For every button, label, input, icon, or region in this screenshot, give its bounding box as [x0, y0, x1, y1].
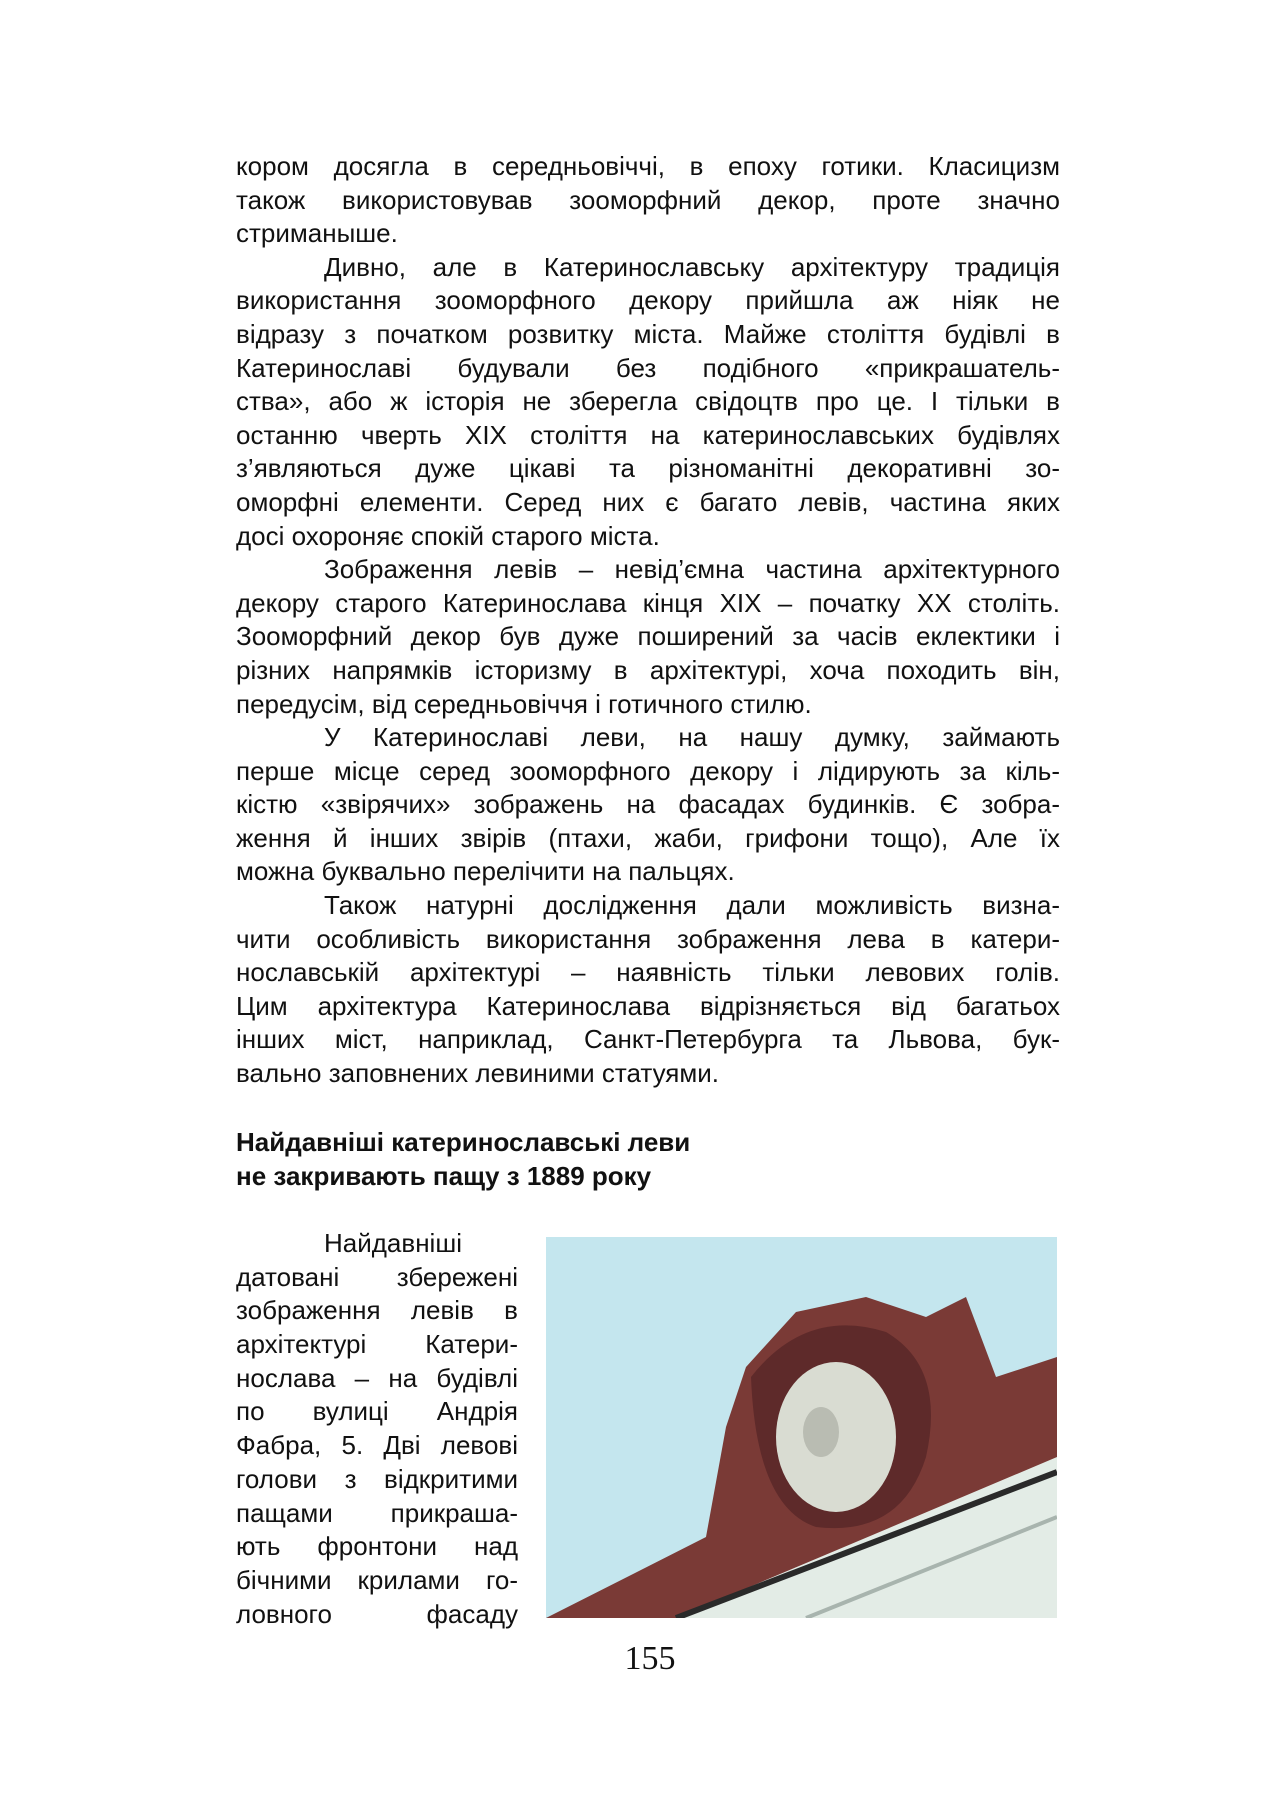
text-line: оморфні елементи. Серед них є багато левів, частина яких	[236, 486, 1060, 517]
text-line: відразу з початком розвитку міста. Майже століття будівлі в	[236, 318, 1060, 349]
text-line: ють фронтони над	[236, 1531, 518, 1562]
lion-pediment-photo	[546, 1237, 1057, 1618]
text-line: У Катеринославі леви, на нашу думку, займають	[324, 722, 1060, 753]
side-column-text	[236, 1227, 518, 1631]
text-line: кором досягла в середньовіччі, в епоху готики. Класицизм	[236, 151, 1060, 181]
text-line: перше місце серед зооморфного декору і лідирують за кіль-	[236, 755, 1060, 786]
text-line: вально заповнених левиними статуями.	[236, 1058, 719, 1089]
text-line: по вулиці Андрія	[236, 1396, 518, 1427]
text-line: архітектурі Катери-	[236, 1329, 518, 1360]
text-line: з’являються дуже цікаві та різноманітні декоративні зо-	[236, 453, 1060, 484]
body-text	[236, 150, 1060, 1091]
text-line: Зооморфний декор був дуже поширений за часів еклектики і	[236, 621, 1060, 652]
text-line: бічними крилами го-	[236, 1564, 518, 1595]
text-line: декору старого Катеринослава кінця XIX – початку XX століть.	[236, 587, 1060, 618]
text-line: Дивно, але в Катеринославську архітектуру традиція	[324, 251, 1060, 282]
text-line: ловного фасаду	[236, 1598, 518, 1629]
text-line: Катеринославі будували без подібного «прикрашатель-	[236, 352, 1060, 383]
text-line: кістю «звірячих» зображень на фасадах будинків. Є зобра-	[236, 789, 1060, 820]
text-line: ства», або ж історія не зберегла свідоцтв про це. І тільки в	[236, 386, 1060, 417]
text-line: нославській архітектурі – наявність тільки левових голів.	[236, 957, 1060, 988]
page-number: 155	[624, 1640, 676, 1677]
lion-face	[803, 1407, 839, 1457]
text-line: зображення левів в	[236, 1295, 518, 1326]
text-line: Фабра, 5. Дві левові	[236, 1430, 518, 1461]
text-line: Зображення левів – невід’ємна частина архітектурного	[324, 554, 1060, 585]
text-line: Також натурні дослідження дали можливість визна-	[324, 890, 1060, 921]
section-heading	[236, 1125, 1060, 1193]
heading-line: Найдавніші катеринославські леви	[236, 1127, 691, 1157]
text-line: останню чверть XIX століття на катеринославських будівлях	[236, 419, 1060, 450]
text-line: чити особливість використання зображення лева в катери-	[236, 923, 1060, 954]
text-line: Цим архітектура Катеринослава відрізняється від багатьох	[236, 990, 1060, 1021]
text-line: нослава – на будівлі	[236, 1362, 518, 1393]
text-line: стриманыше.	[236, 218, 398, 249]
text-line: передусім, від середньовіччя і готичного стилю.	[236, 688, 812, 719]
text-line: досі охороняє спокій старого міста.	[236, 520, 660, 551]
text-line: ження й інших звірів (птахи, жаби, грифони тощо), Але їх	[236, 822, 1060, 853]
text-line: датовані збережені	[236, 1261, 518, 1292]
text-line: Найдавніші	[324, 1228, 462, 1258]
text-line: різних напрямків історизму в архітектурі, хоча походить він,	[236, 654, 1060, 685]
text-line: також використовував зооморфний декор, проте значно	[236, 184, 1060, 215]
text-line: використання зооморфного декору прийшла аж ніяк не	[236, 285, 1060, 316]
text-line: пащами прикраша-	[236, 1497, 518, 1528]
text-line: голови з відкритими	[236, 1463, 518, 1494]
text-line: інших міст, наприклад, Санкт-Петербурга та Львова, бук-	[236, 1024, 1060, 1055]
text-line: можна буквально перелічити на пальцях.	[236, 856, 735, 887]
heading-line: не закривають пащу з 1889 року	[236, 1161, 652, 1191]
